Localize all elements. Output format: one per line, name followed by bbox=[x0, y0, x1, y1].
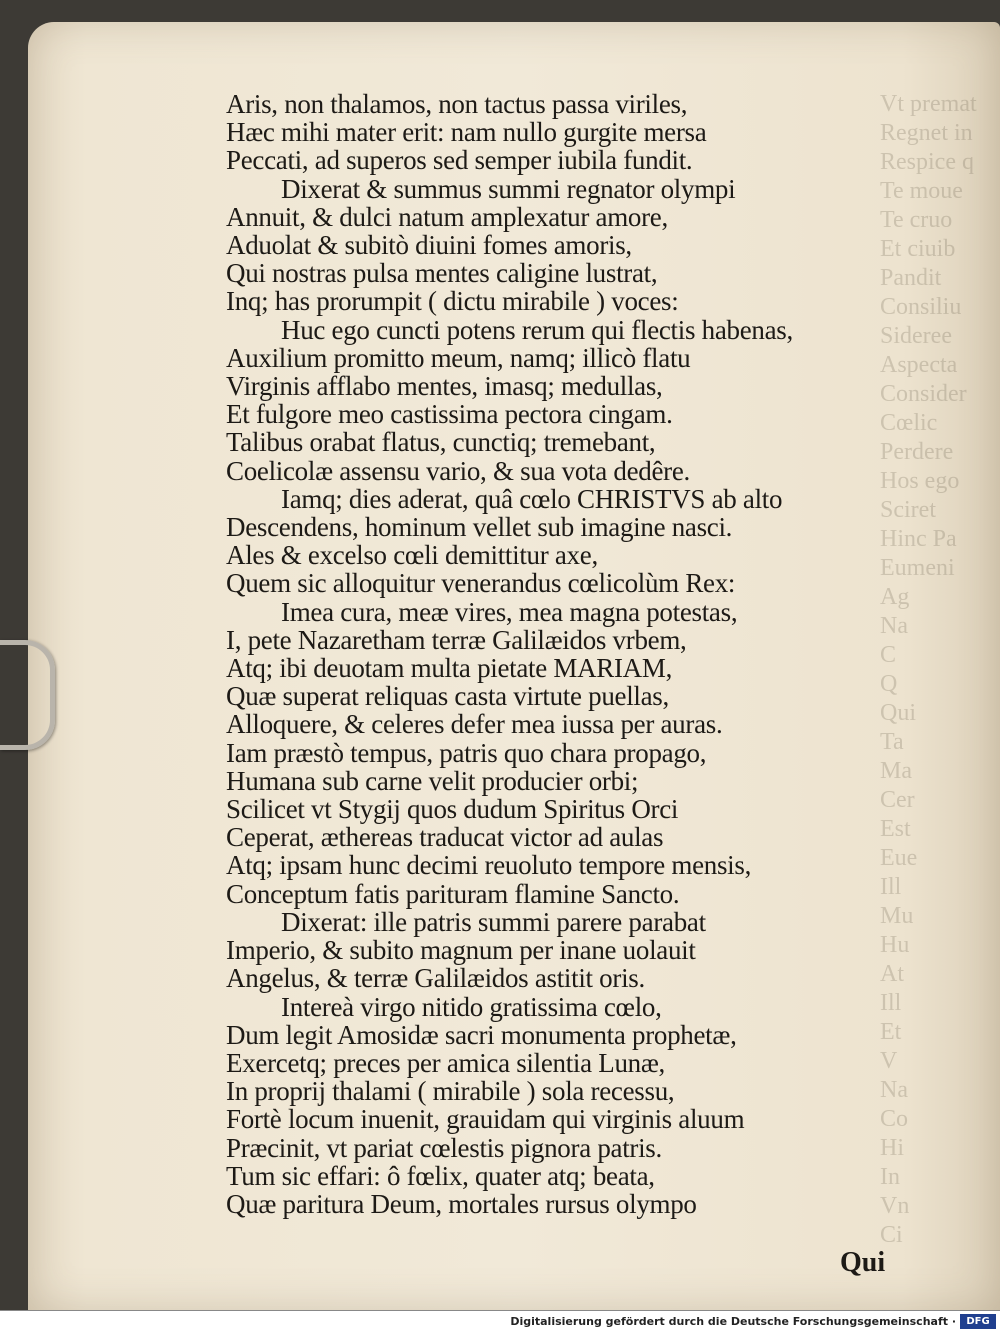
verse-line: Atq; ibi deuotam multa pietate MARIAM, bbox=[226, 653, 673, 684]
verse-line: Humana sub carne velit producier orbi; bbox=[226, 765, 639, 796]
paper-clip bbox=[0, 640, 55, 750]
verse-line: Alloquere, & celeres defer mea iussa per auras. bbox=[226, 709, 723, 740]
verse-line: Imea cura, meæ vires, mea magna potestas, bbox=[281, 596, 738, 627]
verse-line: Dixerat: ille patris summi parere parabat bbox=[281, 906, 706, 937]
verse-text bbox=[226, 90, 846, 1218]
verse-line: Hæc mihi mater erit: nam nullo gurgite mersa bbox=[226, 117, 707, 148]
verse-line: Inq; has prorumpit ( dictu mirabile ) voces: bbox=[226, 286, 679, 317]
verse-line: Tum sic effari: ô fœlix, quater atq; beata, bbox=[226, 1160, 655, 1191]
verse-line: Et fulgore meo castissima pectora cingam. bbox=[226, 399, 673, 430]
verse-line: Dixerat & summus summi regnator olympi bbox=[281, 173, 736, 204]
verse-line: Quæ superat reliquas casta virtute puellas, bbox=[226, 681, 669, 712]
verse-line: Angelus, & terræ Galilæidos astitit oris. bbox=[226, 963, 645, 994]
verse-line: Iam præstò tempus, patris quo chara propago, bbox=[226, 737, 707, 768]
verse-line: Aris, non thalamos, non tactus passa viriles, bbox=[226, 89, 688, 119]
verse-line: Peccati, ad superos sed semper iubila fundit. bbox=[226, 145, 693, 176]
verse-line: Annuit, & dulci natum amplexatur amore, bbox=[226, 201, 668, 232]
verse-line: Descendens, hominum vellet sub imagine nasci. bbox=[226, 512, 733, 543]
verse-line: Aduolat & subitò diuini fomes amoris, bbox=[226, 230, 632, 261]
dfg-logo-icon: DFG bbox=[960, 1314, 996, 1329]
verse-line: Qui nostras pulsa mentes caligine lustrat, bbox=[226, 258, 658, 289]
digitization-footer bbox=[0, 1310, 1000, 1333]
verse-line: Imperio, & subito magnum per inane uolauit bbox=[226, 935, 696, 966]
verse-line: I, pete Nazaretham terræ Galilæidos vrbem, bbox=[226, 624, 687, 655]
verse-line: Dum legit Amosidæ sacri monumenta prophetæ, bbox=[226, 1019, 737, 1050]
verse-line: Talibus orabat flatus, cunctiq; tremebant, bbox=[226, 427, 656, 458]
facing-page-bleed: Vt premat Regnet in Respice q Te moue Te cruo Et ciuib Pandit Consiliu Sideree Aspecta Consider Cœlic Perdere Hos ego Sciret Hinc Pa Eumeni Ag Na C Q Qui Ta Ma Cer Est Eue Ill Mu Hu At Ill Et V Na Co Hi In Vn Ci bbox=[880, 91, 977, 1248]
verse-line: Præcinit, vt pariat cœlestis pignora patris. bbox=[226, 1132, 662, 1163]
verse-line: Huc ego cuncti potens rerum qui flectis habenas, bbox=[281, 314, 793, 345]
verse-line: Virginis afflabo mentes, imasq; medullas, bbox=[226, 371, 663, 402]
verse-line: Ales & excelso cœli demittitur axe, bbox=[226, 540, 598, 571]
verse-line: Auxilium promitto meum, namq; illicò flatu bbox=[226, 342, 691, 373]
verse-line: Exercetq; preces per amica silentia Lunæ, bbox=[226, 1047, 666, 1078]
verse-line: Coelicolæ assensu vario, & sua vota dedêre. bbox=[226, 455, 690, 486]
verse-line: Quem sic alloquitur venerandus cœlicolùm Rex: bbox=[226, 568, 736, 599]
verse-line: Quæ paritura Deum, mortales rursus olympo bbox=[226, 1188, 697, 1219]
verse-line: In proprij thalami ( mirabile ) sola recessu, bbox=[226, 1076, 675, 1107]
verse-line: Fortè locum inuenit, grauidam qui virginis aluum bbox=[226, 1104, 745, 1135]
verse-line: Conceptum fatis parituram flamine Sancto. bbox=[226, 878, 680, 909]
verse-line: Intereà virgo nitido gratissima cœlo, bbox=[281, 991, 662, 1022]
verse-line: Scilicet vt Stygij quos dudum Spiritus Orci bbox=[226, 794, 679, 825]
catchword: Qui bbox=[840, 1247, 886, 1278]
verse-line: Iamq; dies aderat, quâ cœlo CHRISTVS ab alto bbox=[281, 483, 783, 514]
footer-credit: Digitalisierung gefördert durch die Deutsche Forschungsgemeinschaft · bbox=[510, 1315, 956, 1328]
verse-line: Atq; ipsam hunc decimi reuoluto tempore mensis, bbox=[226, 850, 752, 881]
verse-line: Ceperat, æthereas traducat victor ad aulas bbox=[226, 822, 664, 853]
